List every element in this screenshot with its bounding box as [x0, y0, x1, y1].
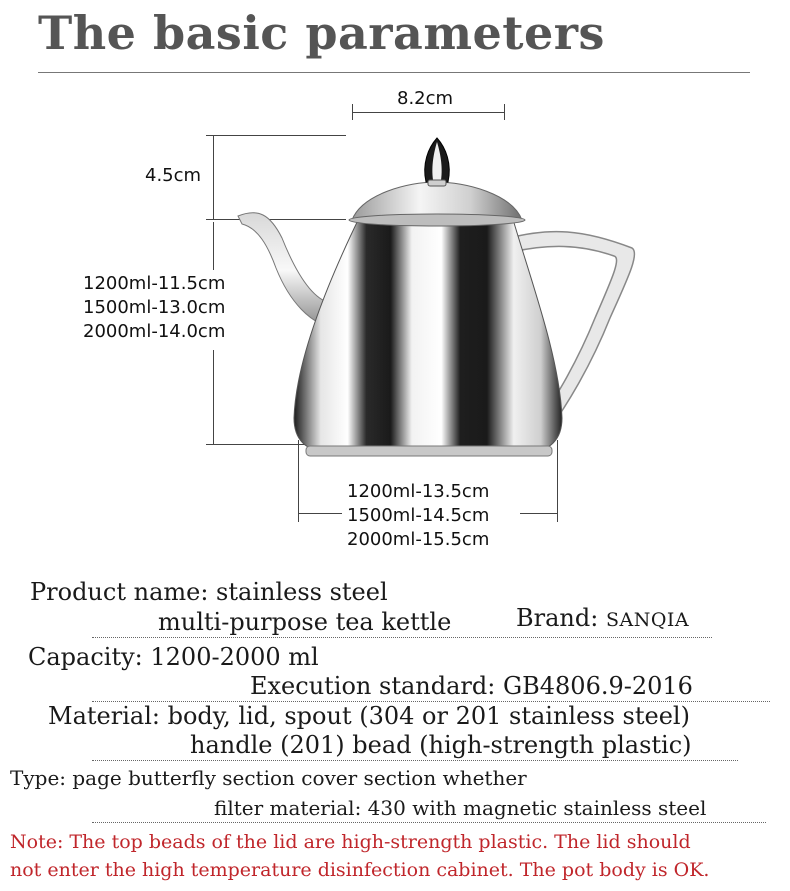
kettle-image	[230, 128, 650, 468]
body-height-labels	[83, 272, 225, 344]
body-height-1200: 1200ml-11.5cm	[83, 273, 226, 294]
capacity: Capacity: 1200-2000 ml	[28, 643, 319, 671]
body-height-1500: 1500ml-13.0cm	[83, 297, 226, 318]
base-width-2000: 2000ml-15.5cm	[347, 529, 490, 550]
body-height-line-upper	[213, 222, 214, 270]
base-width-labels	[347, 480, 489, 552]
lid-height-label: 4.5cm	[145, 165, 202, 186]
material-underline	[92, 760, 738, 761]
brand	[516, 604, 689, 634]
base-width-line-right	[520, 513, 558, 514]
type-underline	[92, 822, 766, 823]
material-line2: handle (201) bead (high-strength plastic)	[190, 731, 692, 759]
note-line2: not enter the high temperature disinfection cabinet. The pot body is OK.	[10, 859, 710, 881]
title-divider	[38, 72, 750, 73]
product-name-underline	[92, 637, 712, 638]
type-line1: Type: page butterfly section cover section whether	[10, 766, 527, 790]
body-height-line-lower	[213, 350, 214, 444]
note-line1: Note: The top beads of the lid are high-strength plastic. The lid should	[10, 831, 691, 853]
product-name-line2: multi-purpose tea kettle	[158, 608, 452, 636]
lid-width-tick-left	[352, 104, 353, 120]
base-width-1200: 1200ml-13.5cm	[347, 481, 490, 502]
material-line1: Material: body, lid, spout (304 or 201 stainless steel)	[48, 702, 690, 730]
execution-standard: Execution standard: GB4806.9-2016	[250, 672, 693, 700]
base-width-1500: 1500ml-14.5cm	[347, 505, 490, 526]
lid-height-line	[213, 135, 214, 219]
body-height-2000: 2000ml-14.0cm	[83, 321, 226, 342]
lid-width-line	[352, 112, 505, 113]
lid-width-label: 8.2cm	[397, 88, 454, 109]
brand-label: Brand:	[516, 604, 599, 632]
type-line2: filter material: 430 with magnetic stainless steel	[214, 796, 707, 820]
product-name-line1: Product name: stainless steel	[30, 578, 388, 606]
base-width-line-left	[298, 513, 342, 514]
lid-width-tick-right	[504, 104, 505, 120]
brand-value: SANQIA	[605, 609, 690, 631]
page-title: The basic parameters	[38, 6, 605, 60]
